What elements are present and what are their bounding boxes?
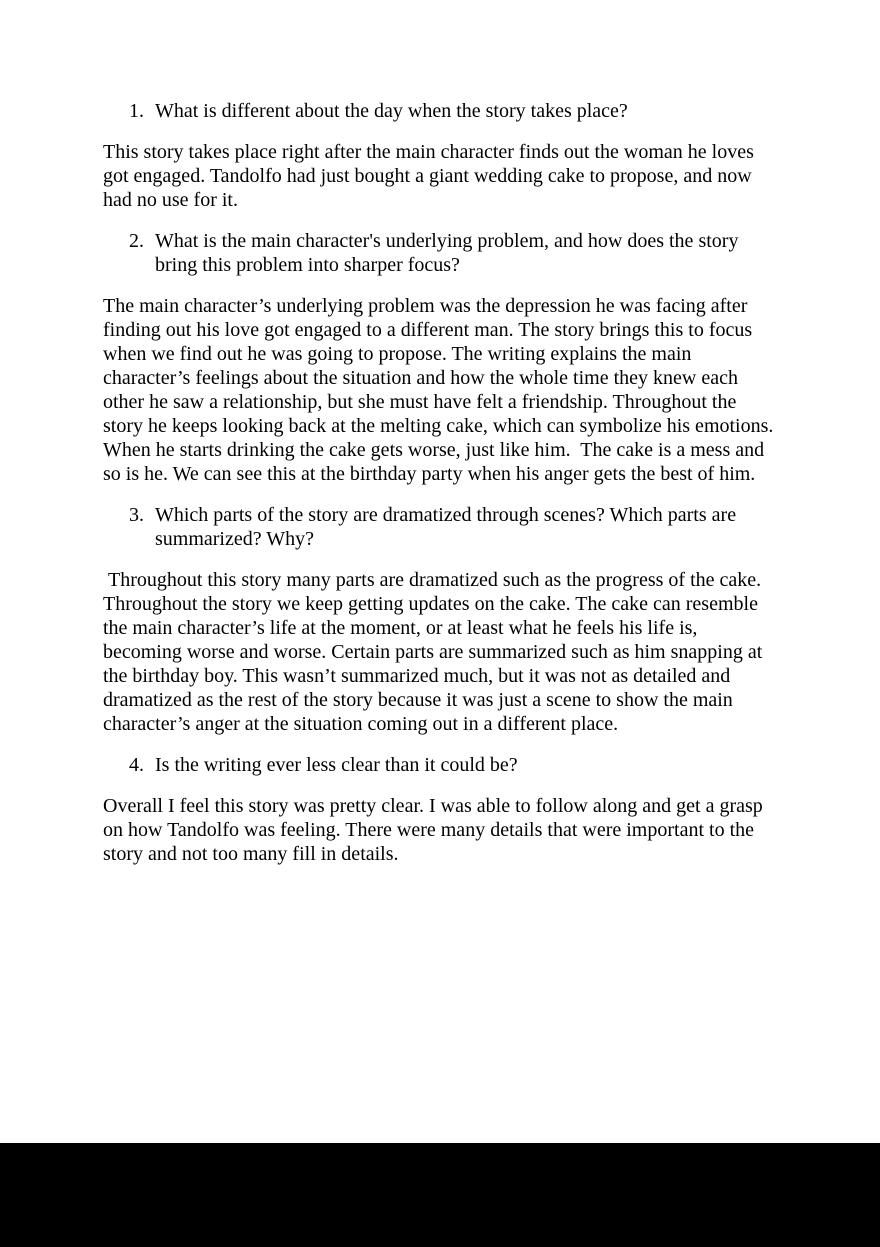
answer-4-text: Overall I feel this story was pretty clear. I was able to follow along and get a grasp on how Tandolfo was feeling. There were many details that were important to the story and not too many fill in details. [103, 795, 768, 865]
question-4-number: 4. [129, 754, 144, 776]
question-3-text: Which parts of the story are dramatized through scenes? Which parts are summarized? Why? [155, 504, 737, 550]
answer-2 [103, 294, 777, 486]
answer-3 [103, 568, 777, 736]
answer-2-text: The main character’s underlying problem was the depression he was facing after finding out his love got engaged to a different man. The story brings this to focus when we find out he was going to propose. The writing explains the main character’s feelings about the situation and how the whole time they knew each other he saw a relationship, but she must have felt a friendship. Throughout the story he keeps looking back at the melting cake, which can symbolize his emotions. When he starts drinking the cake gets worse, just like him. The cake is a mess and so is he. We can see this at the birthday party when his anger gets the best of him. [103, 295, 779, 485]
question-1-number: 1. [129, 100, 144, 122]
question-4-text: Is the writing ever less clear than it could be? [155, 754, 518, 776]
question-2 [103, 229, 777, 277]
question-3 [103, 503, 777, 551]
answer-4 [103, 794, 777, 866]
letterbox-bottom [0, 1143, 880, 1247]
question-1-text: What is different about the day when the story takes place? [155, 100, 628, 122]
question-4 [103, 753, 777, 777]
question-2-number: 2. [129, 230, 144, 252]
answer-1 [103, 140, 777, 212]
question-3-number: 3. [129, 504, 144, 526]
question-1 [103, 99, 777, 123]
answer-3-text: Throughout this story many parts are dramatized such as the progress of the cake. Throughout the story we keep getting updates on the cake. The cake can resemble the main character’s life at the moment, or at least what he feels his life is, becoming worse and worse. Certain parts are summarized such as him snapping at the birthday boy. This wasn’t summarized much, but it was not as detailed and dramatized as the rest of the story because it was just a scene to show the main character’s anger at the situation coming out in a different place. [103, 569, 768, 735]
answer-1-text: This story takes place right after the main character finds out the woman he loves got engaged. Tandolfo had just bought a giant wedding cake to propose, and now had no use for it. [103, 141, 759, 211]
question-2-text: What is the main character's underlying problem, and how does the story bring this problem into sharper focus? [155, 230, 739, 276]
